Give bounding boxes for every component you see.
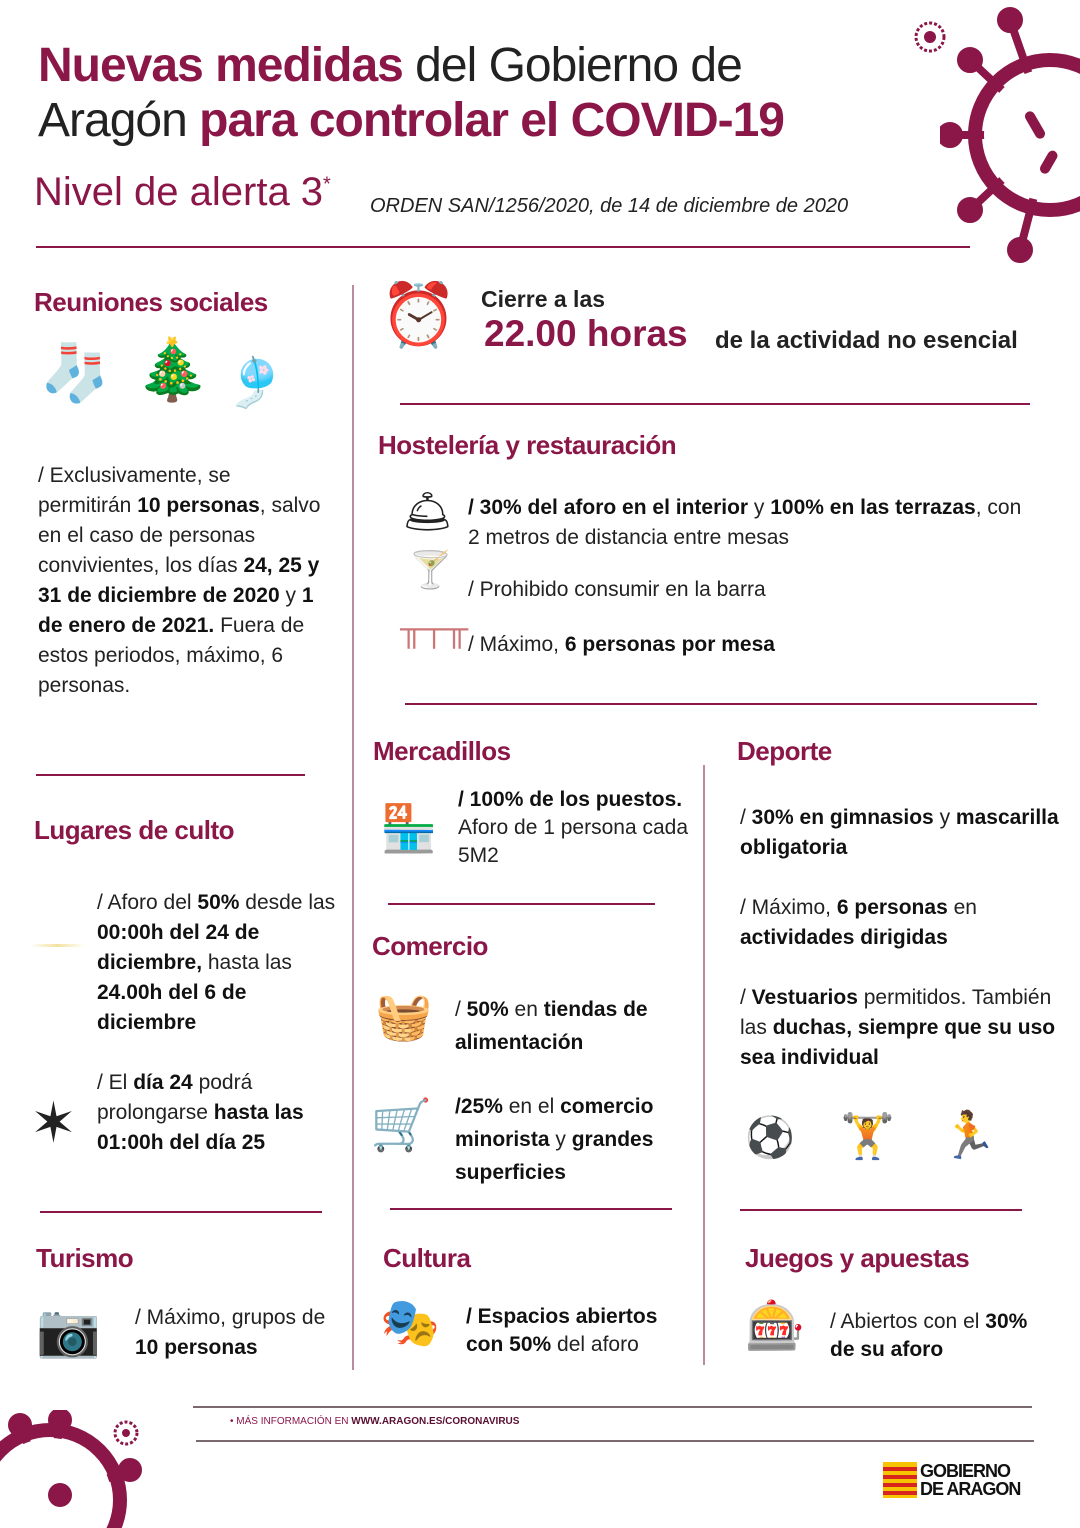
alert-level-text: Nivel de alerta 3 <box>34 170 324 214</box>
text-segment: en <box>508 998 544 1021</box>
ornaments-icon: 🎐 <box>225 357 285 410</box>
mercadillos-text <box>458 786 693 870</box>
cierre-rest: de la actividad no esencial <box>715 327 1018 354</box>
column-divider <box>352 285 354 1370</box>
soccer-ball-icon: ⚽ <box>745 1116 795 1160</box>
text-segment: desde las <box>239 891 336 914</box>
juegos-text <box>830 1308 1050 1364</box>
turismo-text <box>135 1303 345 1363</box>
more-info-prefix: MÁS INFORMACIÓN EN <box>236 1416 352 1427</box>
table-chairs-icon: ╥┬╥ <box>400 610 469 646</box>
deporte-item-2 <box>740 893 1060 953</box>
text-segment: permitidos. También las <box>740 986 1052 1039</box>
more-info: • MÁS INFORMACIÓN EN WWW.ARAGON.ES/CORONAVIRUS <box>230 1416 520 1427</box>
text-segment: / Máximo, <box>468 633 565 656</box>
hosteleria-item-3 <box>468 630 1038 660</box>
bold-text: / 30% del aforo en el interior <box>468 496 749 519</box>
virus-decoration-icon <box>940 0 1080 270</box>
bold-text: grandes superficies <box>455 1128 654 1184</box>
text-segment: / Máximo, <box>740 896 837 919</box>
camera-icon: 📷 <box>36 1302 101 1360</box>
divider <box>400 403 1030 405</box>
text-segment: Fuera de estos periodos, máximo, 6 personas. <box>38 614 305 697</box>
bold-text: 24, 25 y 31 de diciembre de 2020 <box>38 554 320 607</box>
divider <box>388 903 655 905</box>
small-virus-icon <box>905 12 955 62</box>
text-segment: / Prohibido consumir en la barra <box>468 578 766 601</box>
title-line-2 <box>38 93 784 148</box>
bold-text: 50% <box>197 891 240 914</box>
juegos-heading: Juegos y apuestas <box>745 1243 970 1273</box>
text-segment: del Gobierno de <box>402 39 742 92</box>
gobierno-aragon-logo <box>883 1462 1020 1498</box>
logo-line1: GOBIERNO <box>920 1461 1011 1481</box>
cocktail-icon: 🍸 <box>408 549 453 590</box>
bold-text: / Espacios abiertos con 50% <box>466 1305 658 1356</box>
bold-text: actividades dirigidas <box>740 926 948 949</box>
divider <box>193 1406 1032 1408</box>
hosteleria-item-2 <box>468 575 1038 605</box>
text-segment: / <box>740 806 752 829</box>
bold-text: 24.00h del 6 de diciembre <box>97 981 247 1034</box>
cierre-line1: Cierre a las <box>481 286 606 312</box>
text-segment: Aforo de 1 persona cada 5M2 <box>458 816 688 867</box>
divider <box>40 1211 322 1213</box>
bold-text: /25% <box>455 1095 503 1118</box>
bold-text: Nuevas medidas <box>38 39 403 92</box>
page-title <box>38 38 784 148</box>
mercadillos-heading: Mercadillos <box>373 736 511 766</box>
reuniones-text <box>38 461 328 701</box>
text-segment: en <box>947 896 977 919</box>
text-segment: hasta las <box>202 951 292 974</box>
small-virus-bottom-icon <box>108 1415 144 1451</box>
bold-text: duchas, siempre que su uso sea individual <box>740 1016 1056 1069</box>
deporte-item-1 <box>740 803 1060 863</box>
deporte-item-3 <box>740 983 1060 1073</box>
bold-text: 30% de su aforo <box>830 1310 1028 1361</box>
logo-line2: DE ARAGON <box>920 1479 1021 1499</box>
text-segment: / El <box>97 1071 134 1094</box>
text-segment: , salvo en el caso de personas convivientes, los días <box>38 494 321 577</box>
bold-text: 00:00h del 24 de diciembre, <box>97 921 260 974</box>
divider <box>196 1440 1034 1442</box>
bold-text: Vestuarios <box>751 986 858 1009</box>
alert-level <box>34 170 331 215</box>
star-icon: ✶ <box>30 1091 77 1154</box>
text-segment: y <box>279 584 302 607</box>
divider <box>405 703 1037 705</box>
divider <box>740 1209 1022 1211</box>
text-segment: Aragón <box>38 94 200 147</box>
comercio-item-1 <box>455 993 695 1059</box>
culto-heading: Lugares de culto <box>34 815 235 845</box>
cloche-icon: 🛎 <box>402 490 453 534</box>
bold-text: 1 de enero de 2021. <box>38 584 314 637</box>
text-segment: y <box>748 496 771 519</box>
bold-text: 6 personas por mesa <box>564 633 775 656</box>
text-segment: / Exclusivamente, se permitirán <box>38 464 231 517</box>
stocking-icon: 🧦 <box>40 341 110 404</box>
text-segment: del aforo <box>551 1333 639 1356</box>
comercio-item-2 <box>455 1090 700 1189</box>
text-segment: y <box>933 806 956 829</box>
poker-chips-icon: 🎰 <box>745 1300 805 1353</box>
text-segment: y <box>549 1128 572 1151</box>
cultura-heading: Cultura <box>383 1243 471 1273</box>
runner-icon: 🏃 <box>940 1109 998 1161</box>
light-glow-icon <box>30 944 85 947</box>
text-segment: / Abiertos con el <box>830 1310 986 1333</box>
hosteleria-heading: Hostelería y restauración <box>378 430 677 460</box>
bold-text: día 24 <box>133 1071 193 1094</box>
bold-text: tiendas de alimentación <box>455 998 648 1054</box>
culto-item-2 <box>97 1068 342 1158</box>
column-divider <box>703 765 705 1365</box>
deporte-heading: Deporte <box>737 736 832 766</box>
cultura-text <box>466 1303 696 1359</box>
cierre-hour: 22.00 horas <box>484 313 688 354</box>
divider <box>36 774 305 776</box>
bold-text: 6 personas <box>836 896 948 919</box>
text-segment: / Máximo, grupos de <box>135 1306 326 1329</box>
hosteleria-item-1 <box>468 493 1038 553</box>
text-segment: / Aforo del <box>97 891 198 914</box>
weightlifter-icon: 🏋 <box>840 1112 895 1161</box>
bold-text: 50% <box>466 998 509 1021</box>
bold-text: hasta las 01:00h del día 25 <box>97 1101 304 1154</box>
text-segment: / <box>740 986 752 1009</box>
christmas-tree-icon: 🎄 <box>135 336 210 403</box>
order-reference: ORDEN SAN/1256/2020, de 14 de diciembre de 2020 <box>370 195 849 217</box>
bold-text: 10 personas <box>135 1336 258 1359</box>
alert-asterisk: * <box>323 173 331 196</box>
turismo-heading: Turismo <box>36 1243 134 1273</box>
bold-text: 100% en las terrazas <box>770 496 976 519</box>
title-line-1 <box>38 38 784 93</box>
market-stall-icon: 🏪 <box>380 802 438 854</box>
comercio-heading: Comercio <box>372 931 488 961</box>
theater-masks-icon: 🎭 <box>380 1297 440 1350</box>
bold-text: 30% en gimnasios <box>751 806 934 829</box>
text-segment: en el <box>502 1095 561 1118</box>
alarm-clock-icon: ⏰ <box>380 281 458 350</box>
culto-item-1 <box>97 888 342 1038</box>
bold-text: 10 personas <box>137 494 260 517</box>
bold-text: para controlar el COVID-19 <box>199 94 784 147</box>
grocery-basket-icon: 🧺 <box>375 990 433 1042</box>
bold-text: comercio minorista <box>455 1095 654 1151</box>
divider <box>390 1208 672 1210</box>
bold-text: mascarilla obligatoria <box>740 806 1059 859</box>
text-segment: , con 2 metros de distancia entre mesas <box>468 496 1022 549</box>
bold-text: / 100% de los puestos. <box>458 788 683 811</box>
divider <box>36 246 970 248</box>
text-segment: podrá prolongarse <box>97 1071 253 1124</box>
reuniones-heading: Reuniones sociales <box>34 287 268 317</box>
more-info-link[interactable]: WWW.ARAGON.ES/CORONAVIRUS <box>351 1416 520 1427</box>
aragon-flag-icon <box>883 1462 917 1498</box>
shopping-cart-icon: 🛒 <box>370 1097 433 1153</box>
text-segment: / <box>455 998 467 1021</box>
